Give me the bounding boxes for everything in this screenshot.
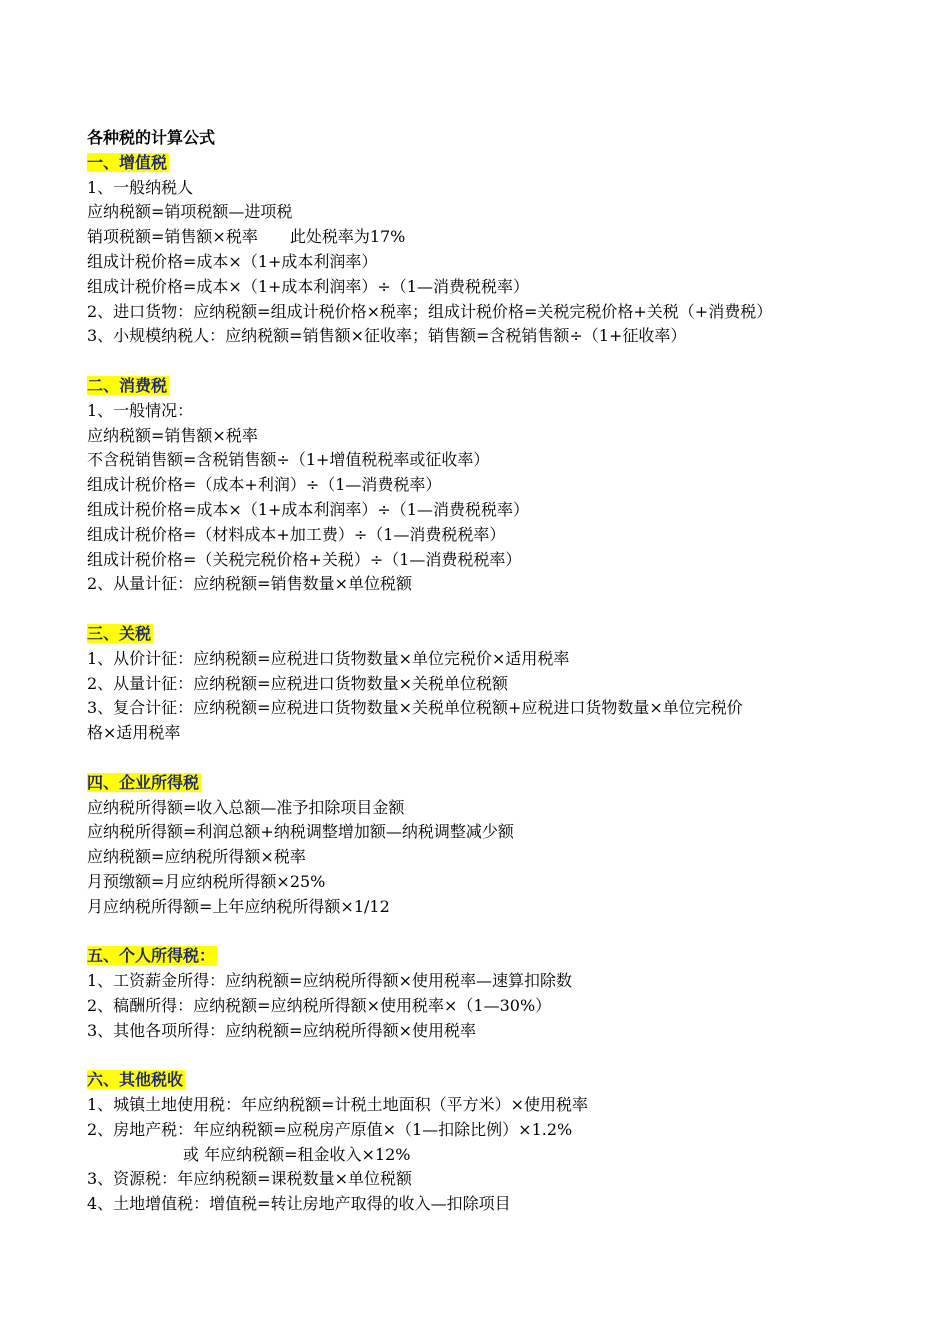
formula-line: 月应纳税所得额=上年应纳税所得额×1/12 <box>87 896 390 916</box>
formula-line: 2、房地产税：年应纳税额=应税房产原值×（1—扣除比例）×1.2% <box>87 1119 573 1139</box>
formula-line: 组成计税价格=（关税完税价格+关税）÷（1—消费税税率） <box>87 549 522 569</box>
formula-line: 应纳税额=销售额×税率 <box>87 425 258 445</box>
section-heading-consumption-tax <box>87 374 887 399</box>
document-title: 各种税的计算公式 <box>87 128 216 147</box>
formula-line: 1、一般情况： <box>87 400 194 420</box>
formula-line: 3、复合计征：应纳税额=应税进口货物数量×关税单位税额+应税进口货物数量×单位完税价 <box>87 698 743 718</box>
spacer <box>87 746 887 771</box>
section-heading-personal-income-tax <box>87 944 887 969</box>
formula-line: 格×适用税率 <box>87 723 181 743</box>
formula-line: 或 年应纳税额=租金收入×12% <box>183 1144 411 1164</box>
formula-line: 应纳税所得额=利润总额+纳税调整增加额—纳税调整减少额 <box>87 822 514 842</box>
formula-line: 组成计税价格=成本×（1+成本利润率）÷（1—消费税税率） <box>87 276 529 296</box>
section-heading-corporate-income-tax <box>87 771 887 796</box>
section-heading-vat <box>87 151 887 176</box>
spacer <box>87 1043 887 1068</box>
formula-line: 组成计税价格=成本×（1+成本利润率） <box>87 251 378 271</box>
formula-line: 组成计税价格=（材料成本+加工费）÷（1—消费税税率） <box>87 524 506 544</box>
section-heading-text: 五、个人所得税： <box>87 946 216 966</box>
section-heading-text: 三、关税 <box>87 623 152 643</box>
section-heading-text: 六、其他税收 <box>87 1070 184 1090</box>
formula-line: 1、工资薪金所得：应纳税额=应纳税所得额×使用税率—速算扣除数 <box>87 971 572 991</box>
formula-line: 销项税额=销售额×税率 此处税率为17% <box>87 227 406 247</box>
spacer <box>87 920 887 945</box>
spacer <box>87 597 887 622</box>
formula-line: 1、从价计征：应纳税额=应税进口货物数量×单位完税价×适用税率 <box>87 648 570 668</box>
formula-line: 2、从量计征：应纳税额=销售数量×单位税额 <box>87 574 412 594</box>
formula-line: 组成计税价格=成本×（1+成本利润率）÷（1—消费税税率） <box>87 499 529 519</box>
section-heading-text: 四、企业所得税 <box>87 772 200 792</box>
section-heading-text: 二、消费税 <box>87 375 168 395</box>
formula-line: 3、其他各项所得：应纳税额=应纳税所得额×使用税率 <box>87 1020 476 1040</box>
formula-line: 月预缴额=月应纳税所得额×25% <box>87 871 326 891</box>
formula-line: 2、从量计征：应纳税额=应税进口货物数量×关税单位税额 <box>87 673 508 693</box>
spacer <box>87 349 887 374</box>
formula-line: 1、城镇土地使用税：年应纳税额=计税土地面积（平方米）×使用税率 <box>87 1095 588 1115</box>
formula-line: 应纳税所得额=收入总额—准予扣除项目金额 <box>87 797 405 817</box>
formula-line: 组成计税价格=（成本+利润）÷（1—消费税率） <box>87 475 442 495</box>
formula-line: 3、小规模纳税人：应纳税额=销售额×征收率；销售额=含税销售额÷（1+征收率） <box>87 326 687 346</box>
formula-line: 2、进口货物：应纳税额=组成计税价格×税率；组成计税价格=关税完税价格+关税（+消费税） <box>87 301 773 321</box>
document-page <box>87 126 887 1217</box>
formula-line: 不含税销售额=含税销售额÷（1+增值税税率或征收率） <box>87 450 490 470</box>
section-heading-text: 一、增值税 <box>87 152 168 172</box>
formula-line: 3、资源税：年应纳税额=课税数量×单位税额 <box>87 1169 412 1189</box>
formula-line: 1、一般纳税人 <box>87 177 194 197</box>
section-heading-other-taxes <box>87 1068 887 1093</box>
formula-line: 2、稿酬所得：应纳税额=应纳税所得额×使用税率×（1—30%） <box>87 995 552 1015</box>
formula-line: 应纳税额=销项税额—进项税 <box>87 202 293 222</box>
section-heading-customs-duty <box>87 622 887 647</box>
formula-line: 4、土地增值税：增值税=转让房地产取得的收入—扣除项目 <box>87 1194 511 1214</box>
formula-line: 应纳税额=应纳税所得额×税率 <box>87 847 306 867</box>
